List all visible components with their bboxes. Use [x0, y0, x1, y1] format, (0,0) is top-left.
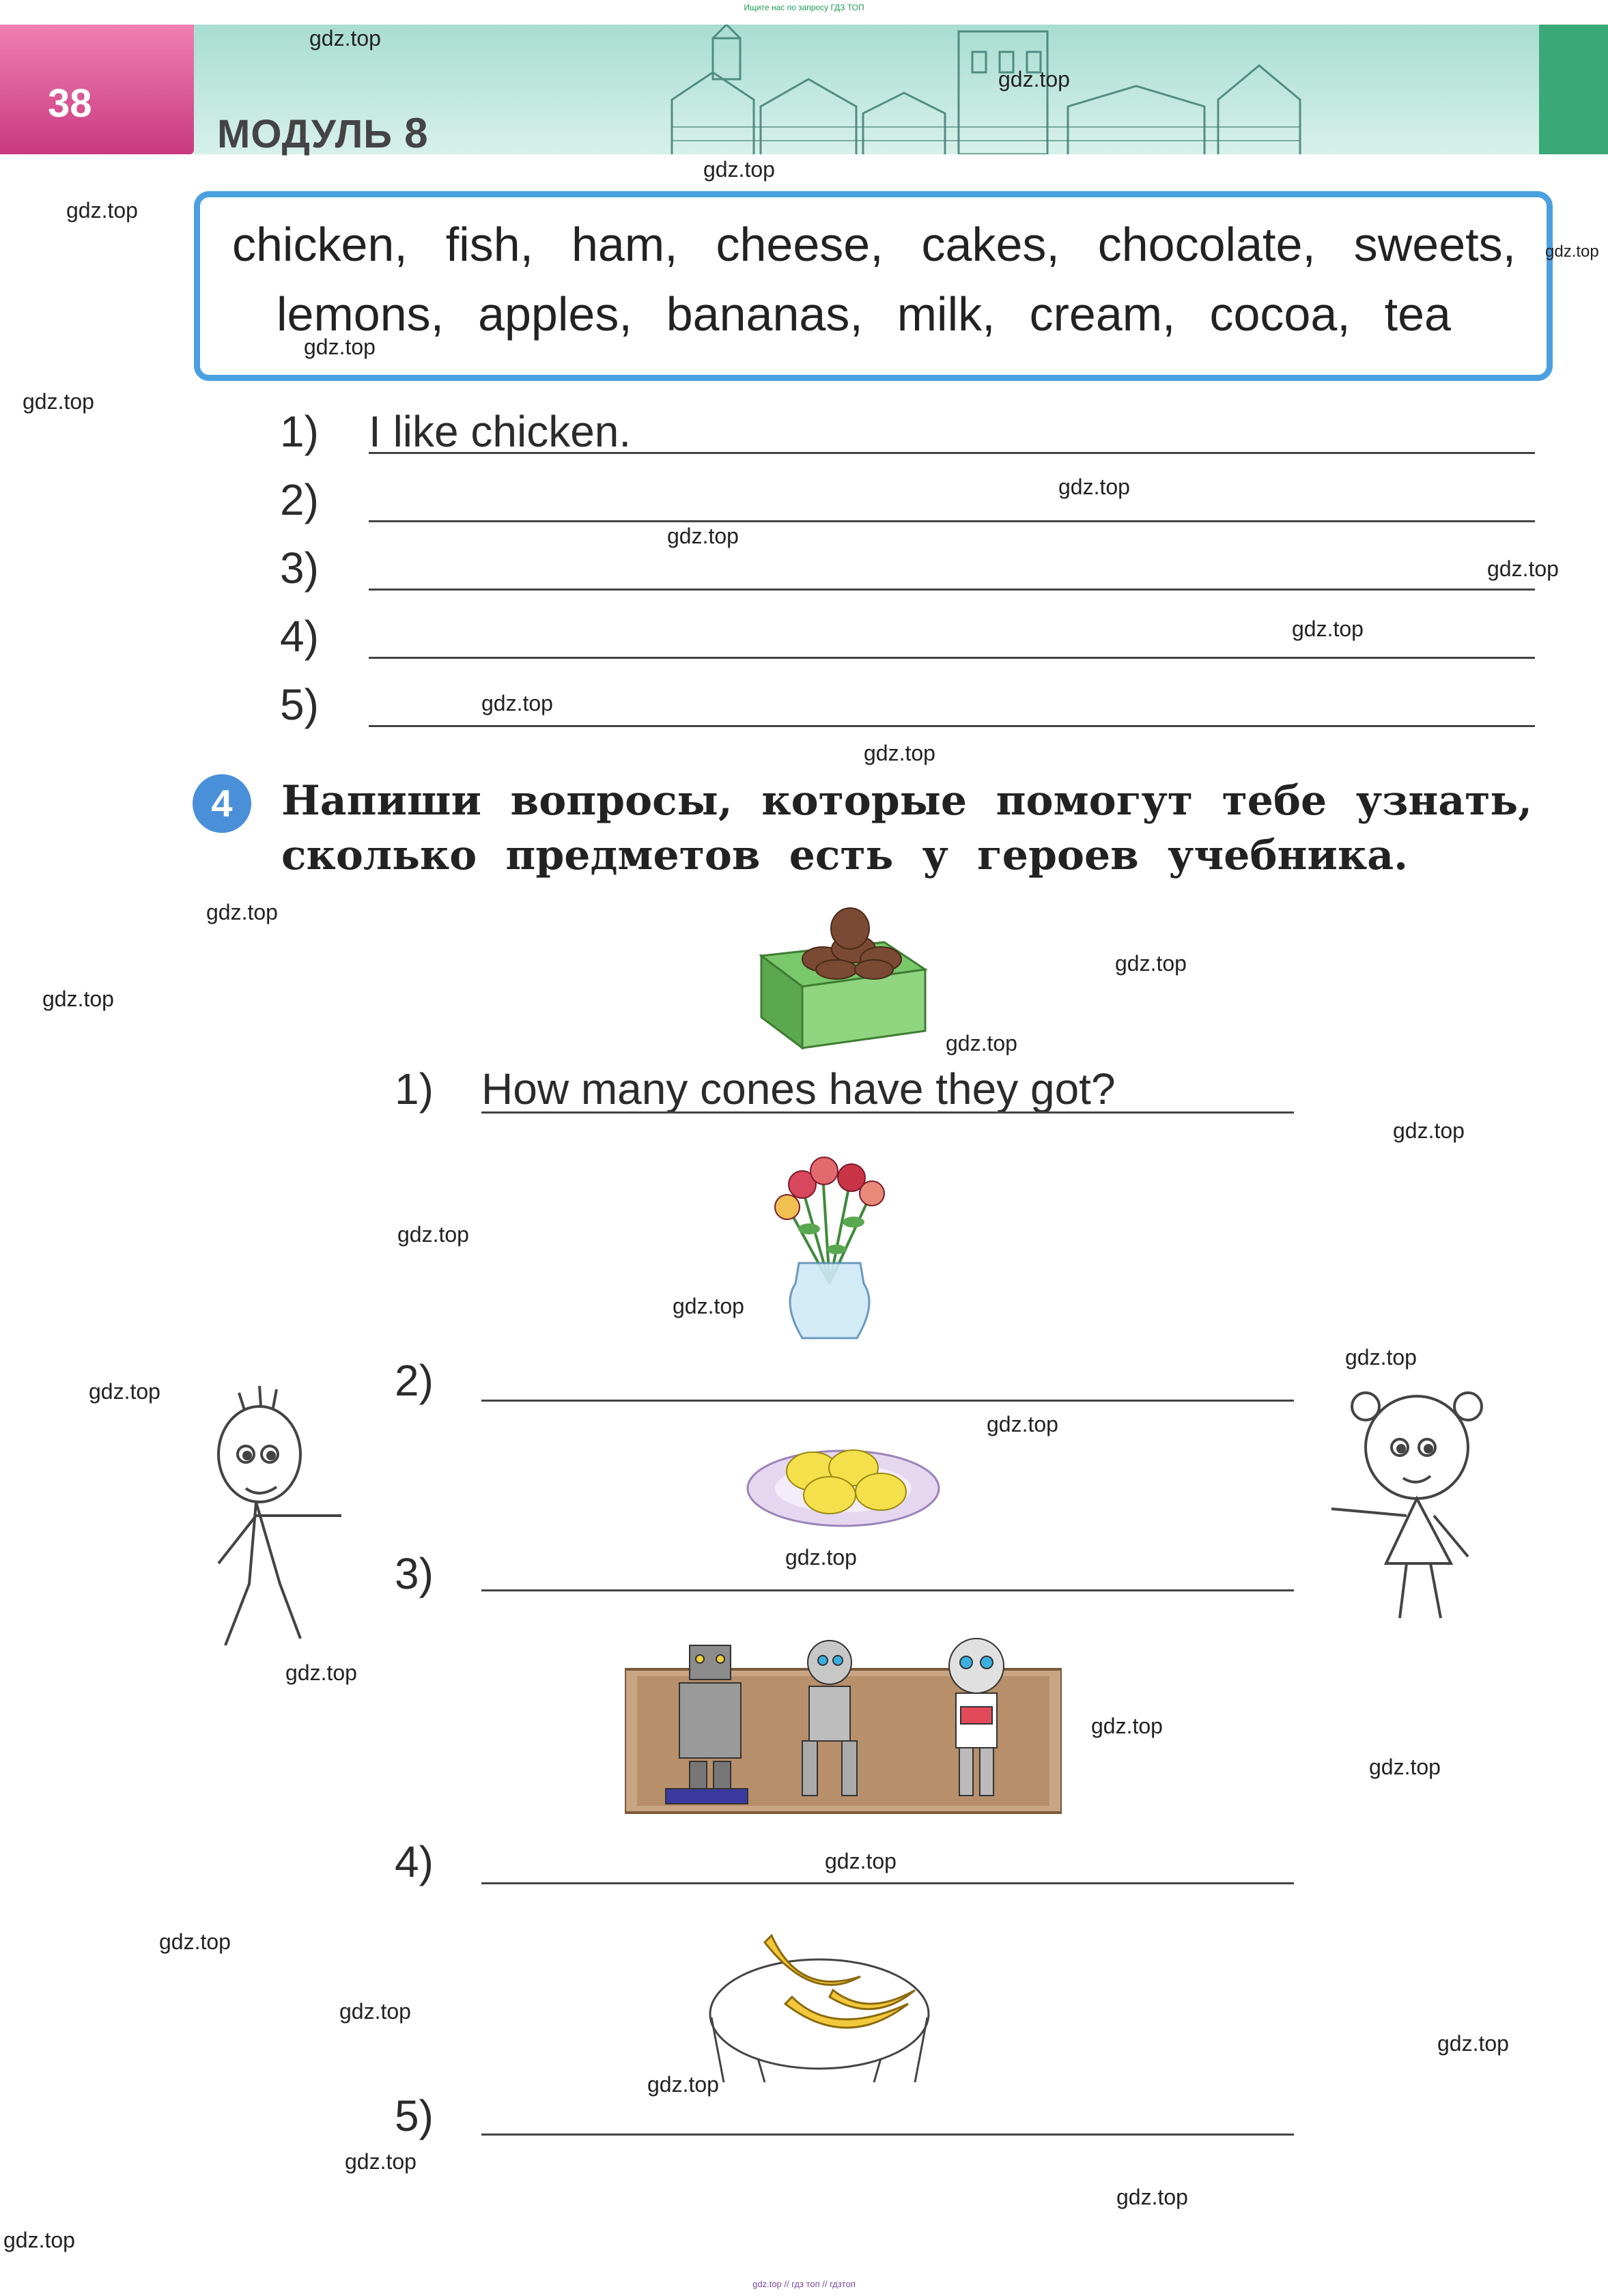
exercise-number-badge: 4	[193, 774, 251, 833]
watermark: gdz.top	[785, 1545, 857, 1570]
bottom-note: gdz.top // гдз топ // гдзтоп	[752, 2279, 856, 2289]
page-number: 38	[48, 81, 92, 126]
shelf-of-robots-picture	[625, 1625, 1062, 1823]
item-number: 5)	[280, 680, 319, 729]
word: milk,	[897, 287, 996, 341]
answer-line[interactable]	[369, 452, 1535, 454]
watermark: gdz.top	[481, 691, 553, 715]
watermark: gdz.top	[159, 1929, 231, 1954]
watermark: gdz.top	[1437, 2031, 1509, 2056]
answer-line[interactable]	[481, 2134, 1294, 2136]
module-label: МОДУЛЬ	[217, 112, 393, 156]
watermark: gdz.top	[285, 1660, 357, 1685]
item-number: 5)	[395, 2091, 434, 2140]
watermark: gdz.top	[1091, 1714, 1163, 1738]
box-of-cones-picture	[748, 901, 939, 1051]
item-number: 3)	[280, 543, 319, 593]
item-number: 1)	[280, 407, 319, 456]
watermark: gdz.top	[1292, 616, 1364, 641]
answer-line[interactable]	[369, 520, 1535, 522]
girl-character-illustration	[1325, 1372, 1529, 1625]
green-side-tab	[1539, 25, 1608, 154]
watermark: gdz.top	[42, 987, 114, 1011]
watermark: gdz.top	[66, 198, 138, 223]
item-number: 4)	[280, 612, 319, 661]
watermark: gdz.top	[825, 1849, 897, 1873]
item-number: 4)	[395, 1837, 434, 1886]
answer-line[interactable]	[481, 1111, 1294, 1114]
watermark: gdz.top	[304, 335, 376, 359]
word: chicken,	[232, 218, 408, 271]
item-number: 2)	[395, 1356, 434, 1405]
watermark: gdz.top	[397, 1222, 469, 1247]
answer-line[interactable]	[369, 725, 1535, 727]
word: cheese,	[716, 218, 884, 271]
watermark: gdz.top	[1487, 556, 1559, 581]
watermark: gdz.top	[673, 1294, 744, 1318]
watermark: gdz.top	[1116, 2185, 1188, 2209]
word: tea	[1384, 287, 1451, 341]
top-note: Ищите нас по запросу ГДЗ ТОП	[744, 3, 864, 12]
watermark: gdz.top	[998, 67, 1070, 91]
answer-line[interactable]	[481, 1882, 1294, 1884]
word-box-line-2	[277, 287, 1451, 341]
watermark: gdz.top	[1393, 1118, 1465, 1143]
word: fish,	[445, 218, 534, 271]
vase-of-roses-picture	[761, 1147, 898, 1345]
watermark: gdz.top	[864, 741, 935, 765]
answer-line[interactable]	[369, 657, 1535, 659]
watermark: gdz.top	[1369, 1755, 1441, 1779]
word-box-line-1	[232, 217, 1516, 272]
answer-text: How many cones have they got?	[481, 1064, 1116, 1114]
module-number: 8	[404, 110, 429, 157]
plate-of-lemons-picture	[744, 1430, 942, 1533]
instruction-line-2: сколько предметов есть у героев учебника.	[281, 832, 1408, 879]
watermark: gdz.top	[1115, 951, 1187, 976]
watermark: gdz.top	[345, 2149, 417, 2174]
watermark: gdz.top	[1345, 1345, 1417, 1370]
watermark: gdz.top	[647, 2072, 719, 2097]
word: chocolate,	[1097, 218, 1316, 271]
word: cakes,	[921, 218, 1060, 271]
word: cocoa,	[1209, 287, 1351, 341]
watermark: gdz.top	[1058, 474, 1130, 499]
word: cream,	[1029, 287, 1176, 341]
module-title	[217, 109, 429, 158]
watermark: gdz.top	[987, 1412, 1058, 1436]
boy-character-illustration	[198, 1379, 348, 1666]
word: apples,	[478, 287, 632, 341]
table-with-bananas-picture	[696, 1922, 942, 2082]
page-number-badge	[0, 25, 194, 154]
item-number: 1)	[395, 1064, 434, 1114]
answer-line[interactable]	[369, 589, 1535, 591]
watermark: gdz.top	[703, 157, 775, 182]
answer-text: I like chicken.	[369, 407, 632, 456]
watermark: gdz.top	[946, 1031, 1017, 1055]
watermark: gdz.top	[206, 900, 278, 924]
watermark: gdz.top	[339, 1999, 411, 2024]
watermark: gdz.top	[23, 389, 94, 414]
item-number: 2)	[280, 475, 319, 524]
word: bananas,	[666, 287, 863, 341]
watermark: gdz.top	[1545, 242, 1599, 261]
answer-line[interactable]	[481, 1589, 1294, 1591]
word: ham,	[571, 218, 678, 271]
watermark: gdz.top	[667, 524, 739, 548]
word: sweets,	[1353, 218, 1517, 271]
word: lemons,	[277, 287, 445, 341]
watermark: gdz.top	[3, 2228, 75, 2252]
watermark: gdz.top	[309, 26, 381, 51]
watermark: gdz.top	[89, 1379, 160, 1404]
instruction-line-1: Напиши вопросы, которые помогут тебе узнать,	[281, 777, 1532, 825]
answer-line[interactable]	[481, 1400, 1294, 1402]
item-number: 3)	[395, 1549, 434, 1598]
